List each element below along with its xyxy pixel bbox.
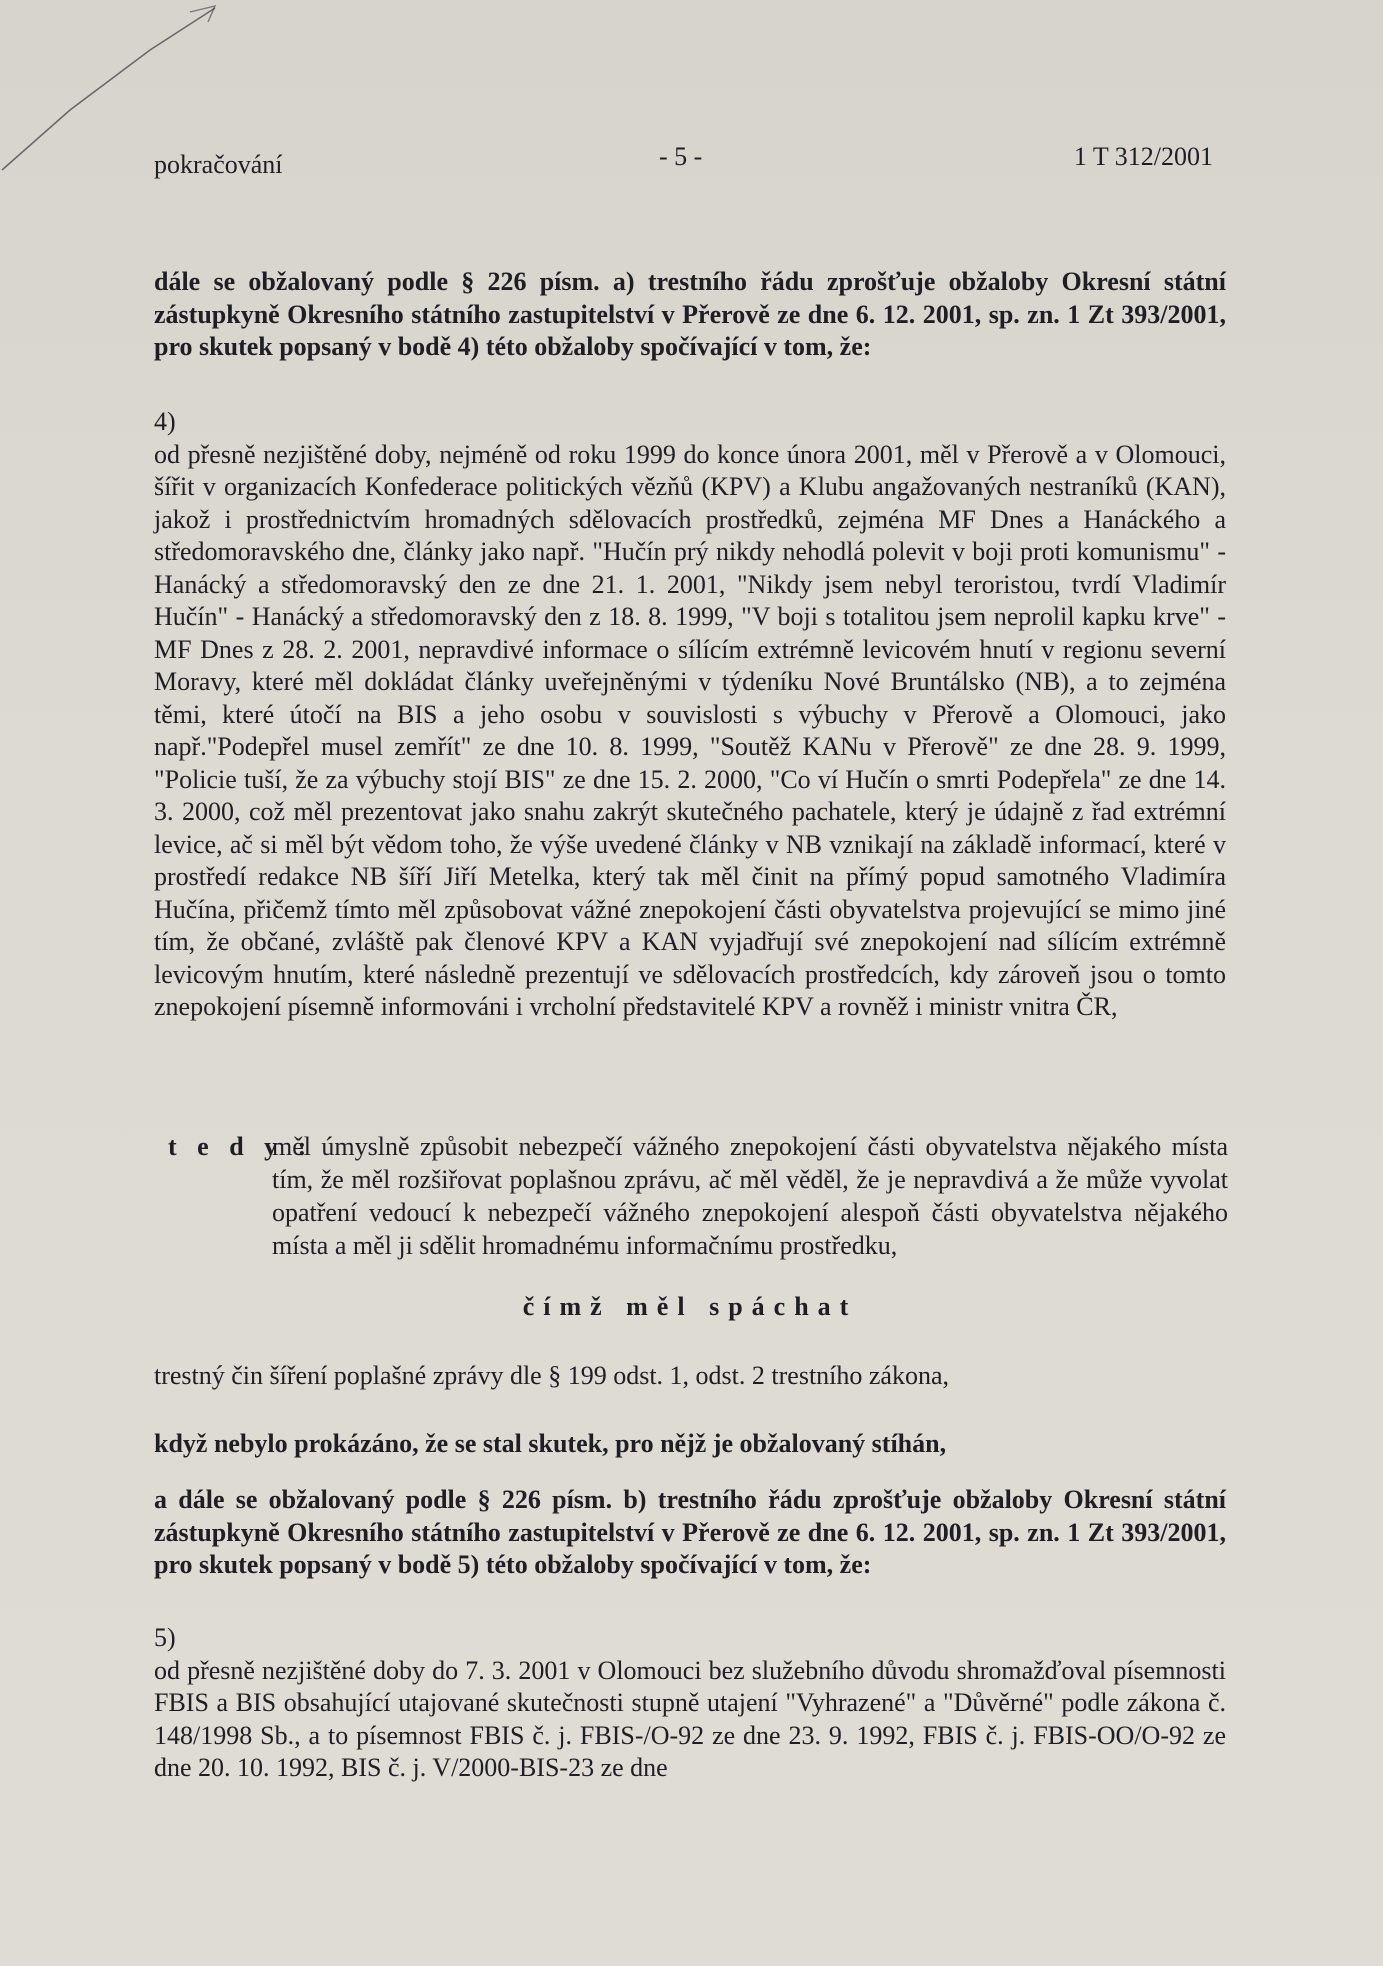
page-number: - 5 - <box>659 142 703 171</box>
point-4-number: 4) <box>154 407 176 436</box>
point-5-number: 5) <box>154 1623 176 1652</box>
continuation-label: pokračování <box>154 150 283 179</box>
intro-paragraph-2: a dále se obžalovaný podle § 226 písm. b) trestního řádu zprošťuje obžaloby Okresní státní zástupkyně Okresního státního zastupitelství v Přerově ze dne 6. 12. 2001, sp. zn. 1 Zt 393/2001, pro skutek popsaný v bodě 5) této obžaloby spočívající v tom, že: <box>154 1485 1226 1579</box>
tedy-section <box>168 1130 1228 1262</box>
offense-paragraph: trestný čin šíření poplašné zprávy dle § 199 odst. 1, odst. 2 trestního zákona, <box>154 1361 950 1390</box>
point-4-section <box>154 406 1226 1024</box>
page-header <box>154 142 1213 178</box>
intro-paragraph-1: dále se obžalovaný podle § 226 písm. a) trestního řádu zprošťuje obžaloby Okresní státní zástupkyně Okresního státního zastupitelství v Přerově ze dne 6. 12. 2001, sp. zn. 1 Zt 393/2001, pro skutek popsaný v bodě 4) této obžaloby spočívající v tom, že: <box>154 267 1226 361</box>
cimz-heading: čímž měl spáchat <box>522 1292 858 1321</box>
point-4-text: od přesně nezjištěné doby, nejméně od roku 1999 do konce února 2001, měl v Přerově a v Olomouci, šířit v organizacích Konfederace politických vězňů (KPV) a Klubu angažovaných nestraníků (KAN), jakož i prostřednictvím hromadných sdělovacích prostředků, zejména MF Dnes a Hanáckého a středomoravského dne, články jako např. "Hučín prý nikdy nehodlá polevit v boji proti komunismu" - Hanácký a středomoravský den ze dne 21. 1. 2001, "Nikdy jsem nebyl teroristou, tvrdí Vladimír Hučín" - Hanácký a středomoravský den z 18. 8. 1999, "V boji s totalitou jsem neprolil kapku krve" - MF Dnes z 28. 2. 2001, nepravdivé informace o sílícím extrémně levicovém hnutí v regionu severní Moravy, které měl dokládat články uveřejněnými v týdeníku Nové Bruntálsko (NB), a to zejména těmi, které útočí na BIS a jeho osobu v souvislosti s výbuchy v Přerově a Olomouci, jako např."Podepřel musel zemřít" ze dne 10. 8. 1999, "Soutěž KANu v Přerově" ze dne 28. 9. 1999, "Policie tuší, že za výbuchy stojí BIS" ze dne 15. 2. 2000, "Co ví Hučín o smrti Podepřela" ze dne 14. 3. 2000, což měl prezentovat jako snahu zakrýt skutečného pachatele, který je údajně z řad extrémní levice, ač si měl být vědom toho, že výše uvedené články v NB vznikají na základě informací, které v prostředí redakce NB šíří Jiří Metelka, který tak měl činit na přímý popud samotného Vladimíra Hučína, přičemž tímto měl způsobovat vážné znepokojení části obyvatelstva projevující se mimo jiné tím, že občané, zvláště pak členové KPV a KAN vyjadřují své znepokojení nad sílícím extrémně levicovým hnutím, které následně prezentují ve sdělovacích prostředcích, kdy zároveň jsou o tomto znepokojení písemně informováni i vrcholní představitelé KPV a rovněž i ministr vnitra ČR, <box>154 439 1226 1021</box>
point-5-text: od přesně nezjištěné doby do 7. 3. 2001 v Olomouci bez služebního důvodu shromažďoval písemnosti FBIS a BIS obsahující utajované skutečnosti stupně utajení "Vyhrazené" a "Důvěrné" podle zákona č. 148/1998 Sb., a to písemnost FBIS č. j. FBIS-/O-92 ze dne 23. 9. 1992, FBIS č. j. FBIS-OO/O-92 ze dne 20. 10. 1992, BIS č. j. V/2000-BIS-23 ze dne <box>154 1655 1226 1782</box>
case-number: 1 T 312/2001 <box>1073 142 1213 171</box>
tedy-text: měl úmyslně způsobit nebezpečí vážného znepokojení části obyvatelstva nějakého místa tím, že měl rozšiřovat poplašnou zprávu, ač měl věděl, že je nepravdivá a že může vyvolat opatření vedoucí k nebezpečí vážného znepokojení alespoň části obyvatelstva nějakého místa a měl ji sdělit hromadnému informačnímu prostředku, <box>272 1132 1228 1260</box>
tedy-label: t e d y : <box>168 1132 314 1161</box>
not-proven-paragraph: když nebylo prokázáno, že se stal skutek, pro nějž je obžalovaný stíhán, <box>154 1429 947 1458</box>
point-5-section <box>154 1622 1226 1785</box>
